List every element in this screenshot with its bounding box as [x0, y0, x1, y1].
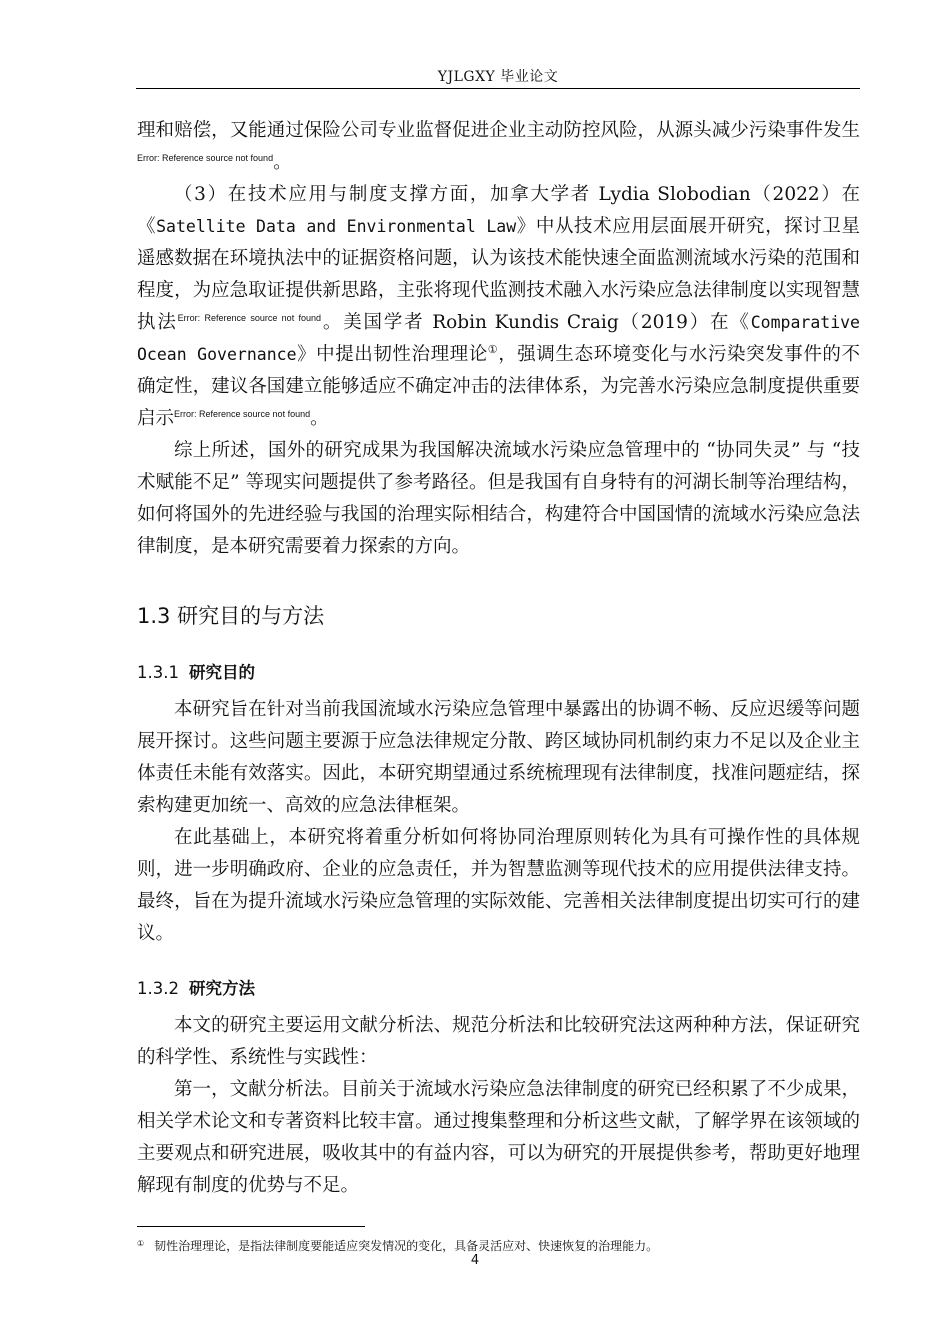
footnote-separator — [137, 1226, 365, 1227]
footnote-ref[interactable]: ① — [487, 343, 499, 356]
footnote: ① 韧性治理理论，是指法律制度要能适应突发情况的变化，具备灵活应对、快速恢复的治理能力。 — [137, 1239, 659, 1253]
paragraph-4: 本研究旨在针对当前我国流域水污染应急管理中暴露出的协调不畅、反应迟缓等问题展开探讨。这些问题主要源于应急法律规定分散、跨区域协同机制约束力不足以及企业主体责任未能有效落实。因此，本研究期望通过系统梳理现有法律制度，找准问题症结，探索构建更加统一、高效的应急法律框架。 — [137, 699, 860, 816]
paragraph-3: 综上所述，国外的研究成果为我国解决流域水污染应急管理中的 “协同失灵” 与 “技术赋能不足” 等现实问题提供了参考路径。但是我国有自身特有的河湖长制等治理结构，如何将国外的先进经验与我国的治理实际相结合，构建符合中国国情的流域水污染应急法律制度，是本研究需要着力探索的方向。 — [137, 440, 860, 557]
book-title-1: Satellite Data and Environmental Law — [156, 217, 517, 236]
section-heading: 1.3 研究目的与方法 — [137, 604, 325, 628]
paragraph-7: 第一，文献分析法。目前关于流域水污染应急法律制度的研究已经积累了不少成果，相关学术论文和专著资料比较丰富。通过搜集整理和分析这些文献，了解学界在该领域的主要观点和研究进展，吸收其中的有益内容，可以为研究的开展提供参考，帮助更好地理解现有制度的优势与不足。 — [137, 1079, 860, 1196]
reference-error: Error: Reference source not found — [177, 313, 322, 323]
subsection-heading-methods: 1.3.2 研究方法 — [137, 979, 255, 998]
paragraph-2: （3）在技术应用与制度支撑方面，加拿大学者 Lydia Slobodian（2022）在《Satellite Data and Environmental Law》中从技术应用层面展开研究，探讨卫星遥感数据在环境执法中的证据资格问题，认为该技术能快速全面监测流域水污染的范围和程度，为应急取证提供新思路，主张将现代监测技术融入水污染应急法律制度以实现智慧执法$^{Error: Reference source not found}$。美国学者 Robin Kundis Craig（2019）在《Comparative Ocean Governance》中提出韧性治理理论①，强调生态环境变化与水污染突发事件的不确定性，建议各国建立能够适应不确定冲击的法律体系，为完善水污染应急制度提供重要启示$^{Error: Reference source not found}$。 — [137, 184, 860, 429]
reference-error: Error: Reference source not found — [137, 153, 274, 163]
book-title-2: Comparative Ocean Governance — [137, 313, 860, 364]
reference-error: Error: Reference source not found — [174, 409, 311, 419]
header-rule — [136, 88, 860, 89]
paragraph-1: 理和赔偿，又能通过保险公司专业监督促进企业主动防控风险，从源头减少污染事件发生$^{Error: Reference source not found}$。 — [137, 120, 860, 173]
paragraph-5: 在此基础上，本研究将着重分析如何将协同治理原则转化为具有可操作性的具体规则，进一步明确政府、企业的应急责任，并为智慧监测等现代技术的应用提供法律支持。最终，旨在为提升流域水污染应急管理的实际效能、完善相关法律制度提出切实可行的建议。 — [137, 827, 860, 944]
running-header: YJLGXY 毕业论文 — [437, 69, 559, 85]
page-number: 4 — [470, 1253, 480, 1268]
subsection-heading-purpose: 1.3.1 研究目的 — [137, 663, 255, 682]
paragraph-6: 本文的研究主要运用文献分析法、规范分析法和比较研究法这两种种方法，保证研究的科学性、系统性与实践性： — [137, 1015, 860, 1068]
footnote-mark: ① — [137, 1239, 145, 1248]
